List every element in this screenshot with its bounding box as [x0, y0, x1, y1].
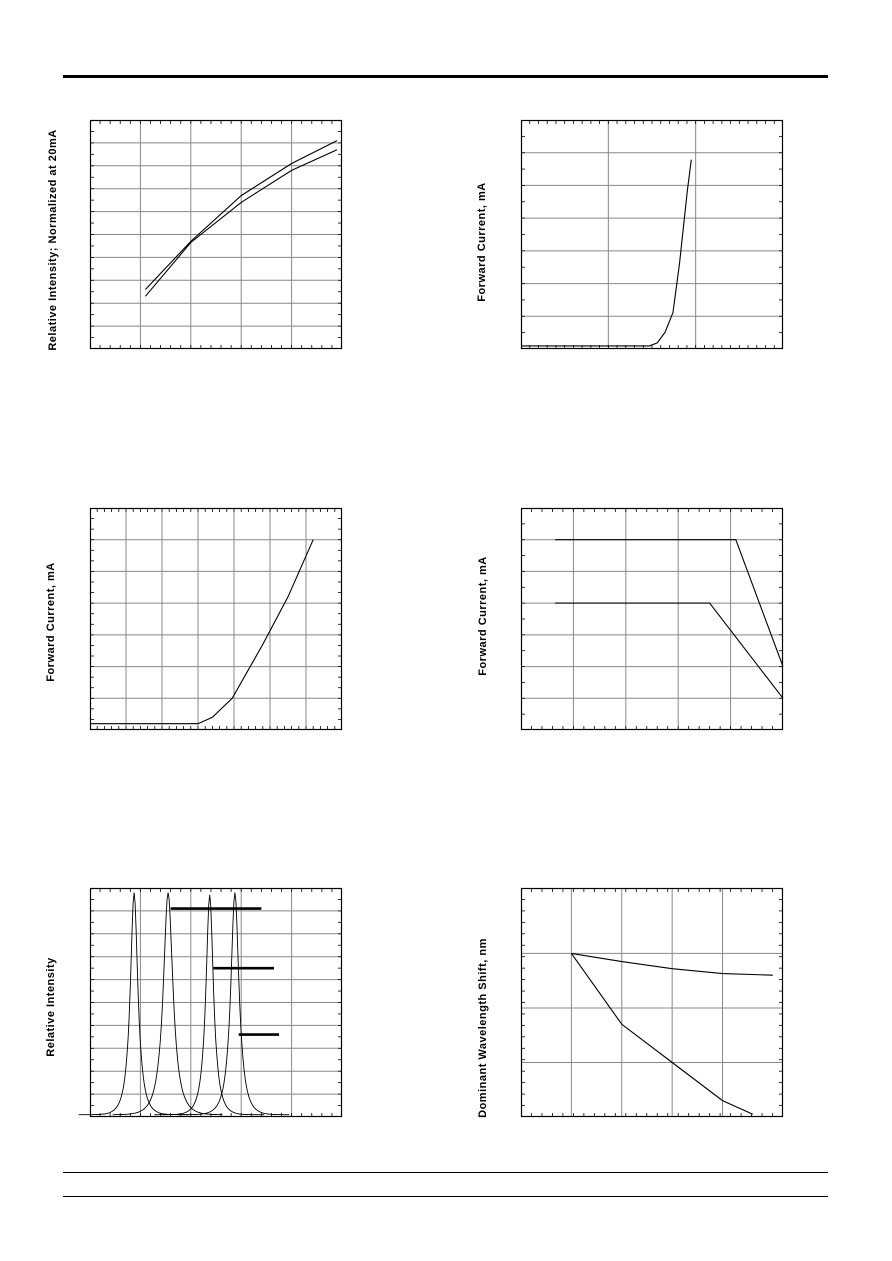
footer-rule-upper	[63, 1172, 828, 1173]
series-line	[521, 160, 691, 346]
y-axis-label: Forward Current, mA	[45, 562, 57, 682]
chart-forward-current-vs-voltage-b	[90, 508, 342, 730]
series-line	[571, 953, 752, 1114]
plot-frame	[522, 889, 783, 1117]
y-axis-label: Forward Current, mA	[476, 182, 488, 302]
plot-frame	[91, 509, 342, 730]
series-line	[90, 540, 313, 724]
chart-relative-intensity-vs-current	[90, 120, 342, 349]
plot-frame	[522, 121, 783, 349]
chart-forward-current-derating	[521, 508, 783, 730]
footer-rule-lower	[63, 1196, 828, 1197]
spectrum-peak	[180, 893, 290, 1115]
chart-relative-intensity-vs-wavelength	[90, 888, 342, 1117]
spectrum-peak	[79, 893, 189, 1115]
y-axis-label: Relative Intensity; Normalized at 20mA	[47, 129, 59, 351]
chart-forward-current-vs-voltage-a	[521, 120, 783, 349]
spectrum-peak	[113, 893, 223, 1115]
header-rule	[63, 75, 828, 78]
plot-frame	[522, 509, 783, 730]
y-axis-label: Forward Current, mA	[477, 556, 489, 676]
chart-dominant-wavelength-shift	[521, 888, 783, 1117]
y-axis-label: Relative Intensity	[45, 957, 57, 1057]
y-axis-label: Dominant Wavelength Shift, nm	[477, 938, 489, 1118]
series-line	[555, 603, 783, 698]
